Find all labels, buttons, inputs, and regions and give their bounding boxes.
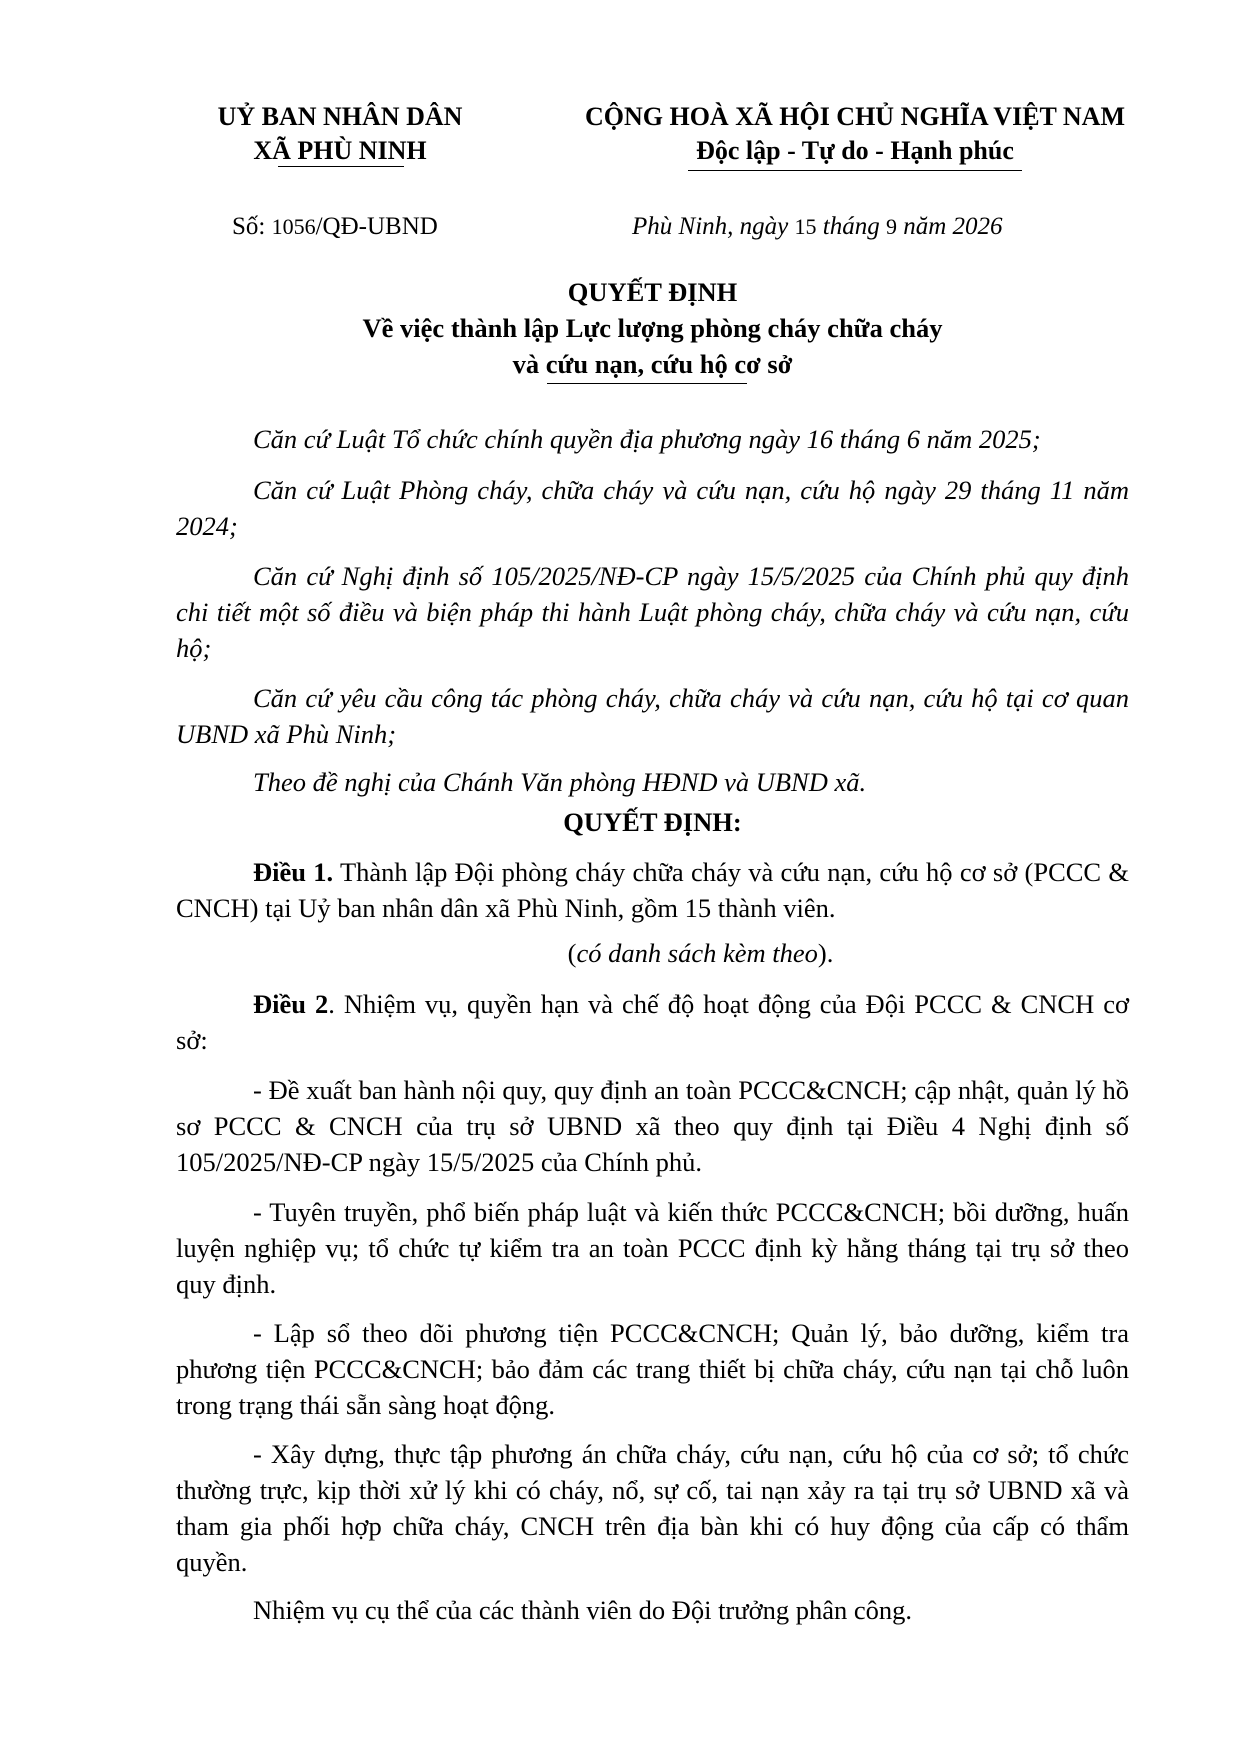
issuer-name: UỶ BAN NHÂN DÂN xyxy=(217,102,463,131)
proposal-basis: Theo đề nghị của Chánh Văn phòng HĐND và UBND xã. xyxy=(253,767,867,797)
year-label: năm 2026 xyxy=(896,213,1003,240)
article-1-label: Điều 1. xyxy=(253,857,334,887)
legal-basis-1: Căn cứ Luật Tổ chức chính quyền địa phương ngày 16 tháng 6 năm 2025; xyxy=(253,424,1041,454)
date-day: 15 xyxy=(794,214,817,239)
note-text: có danh sách kèm theo xyxy=(576,938,818,968)
place-date xyxy=(632,210,1003,244)
number-value: 1056 xyxy=(271,214,316,239)
article-1-text: Thành lập Đội phòng cháy chữa cháy và cứu nạn, cứu hộ cơ sở (PCCC & CNCH) tại Uỷ ban nhân dân xã Phù Ninh, gồm 15 thành viên. xyxy=(176,857,1130,923)
note-close: ). xyxy=(817,938,834,968)
issuer-block xyxy=(180,100,500,168)
document-number xyxy=(232,210,438,244)
duty-item-4: - Xây dựng, thực tập phương án chữa cháy, cứu nạn, cứu hộ của cơ sở; tổ chức thường trực, kịp thời xử lý khi có cháy, nổ, sự cố, tai nạn xảy ra tại trụ sở UBND xã và tham gia phối hợp chữa cháy, CNCH trên địa bàn khi có huy động của cấp có thẩm quyền. xyxy=(176,1439,1129,1577)
duty-closing: Nhiệm vụ cụ thể của các thành viên do Đội trưởng phân công. xyxy=(253,1595,913,1625)
title-subject-line2: và cứu nạn, cứu hộ cơ sở xyxy=(512,349,793,379)
article-2-label: Điều 2 xyxy=(253,989,329,1019)
article-2-text: . Nhiệm vụ, quyền hạn và chế độ hoạt động của Đội PCCC & CNCH cơ sở: xyxy=(176,989,1129,1055)
article-1 xyxy=(176,854,1129,926)
title-underline xyxy=(547,383,747,384)
decision-heading: QUYẾT ĐỊNH: xyxy=(563,807,742,837)
decision-title xyxy=(176,274,1129,382)
duty-item-3: - Lập sổ theo dõi phương tiện PCCC&CNCH; Quản lý, bảo dưỡng, kiểm tra phương tiện PCCC&CNCH; bảo đảm các trang thiết bị chữa cháy, cứu nạn tại chỗ luôn trong trạng thái sẵn sàng hoạt động. xyxy=(176,1318,1129,1420)
attachment-note xyxy=(176,935,1129,971)
number-prefix: Số: xyxy=(232,213,272,240)
national-motto: Độc lập - Tự do - Hạnh phúc xyxy=(696,136,1014,165)
national-name: CỘNG HOÀ XÃ HỘI CHỦ NGHĨA VIỆT NAM xyxy=(584,102,1126,131)
title-subject-line1: Về việc thành lập Lực lượng phòng cháy chữa cháy xyxy=(362,313,943,343)
number-suffix: /QĐ-UBND xyxy=(315,213,438,240)
duty-item-2: - Tuyên truyền, phổ biến pháp luật và kiến thức PCCC&CNCH; bồi dưỡng, huấn luyện nghiệp vụ; tổ chức tự kiểm tra an toàn PCCC định kỳ hằng tháng tại trụ sở theo quy định. xyxy=(176,1197,1129,1299)
legal-basis-4: Căn cứ yêu cầu công tác phòng cháy, chữa cháy và cứu nạn, cứu hộ tại cơ quan UBND xã Phù Ninh; xyxy=(176,683,1129,749)
motto-underline xyxy=(688,170,1022,171)
article-2 xyxy=(176,986,1129,1058)
place-label: Phù Ninh, ngày xyxy=(632,213,795,240)
issuer-commune: XÃ PHÙ NINH xyxy=(253,136,427,165)
legal-basis-3: Căn cứ Nghị định số 105/2025/NĐ-CP ngày 15/5/2025 của Chính phủ quy định chi tiết một số điều và biện pháp thi hành Luật phòng cháy, chữa cháy và cứu nạn, cứu hộ; xyxy=(176,561,1129,663)
national-motto-block xyxy=(560,100,1150,168)
note-open: ( xyxy=(567,938,577,968)
title-main: QUYẾT ĐỊNH xyxy=(567,277,738,307)
duty-item-1: - Đề xuất ban hành nội quy, quy định an toàn PCCC&CNCH; cập nhật, quản lý hồ sơ PCCC & CNCH của trụ sở UBND xã theo quy định tại Điều 4 Nghị định số 105/2025/NĐ-CP ngày 15/5/2025 của Chính phủ. xyxy=(176,1075,1129,1177)
date-month: 9 xyxy=(885,214,897,239)
month-label: tháng xyxy=(816,213,886,240)
issuer-underline xyxy=(278,166,404,167)
legal-basis-2: Căn cứ Luật Phòng cháy, chữa cháy và cứu nạn, cứu hộ ngày 29 tháng 11 năm 2024; xyxy=(176,475,1129,541)
